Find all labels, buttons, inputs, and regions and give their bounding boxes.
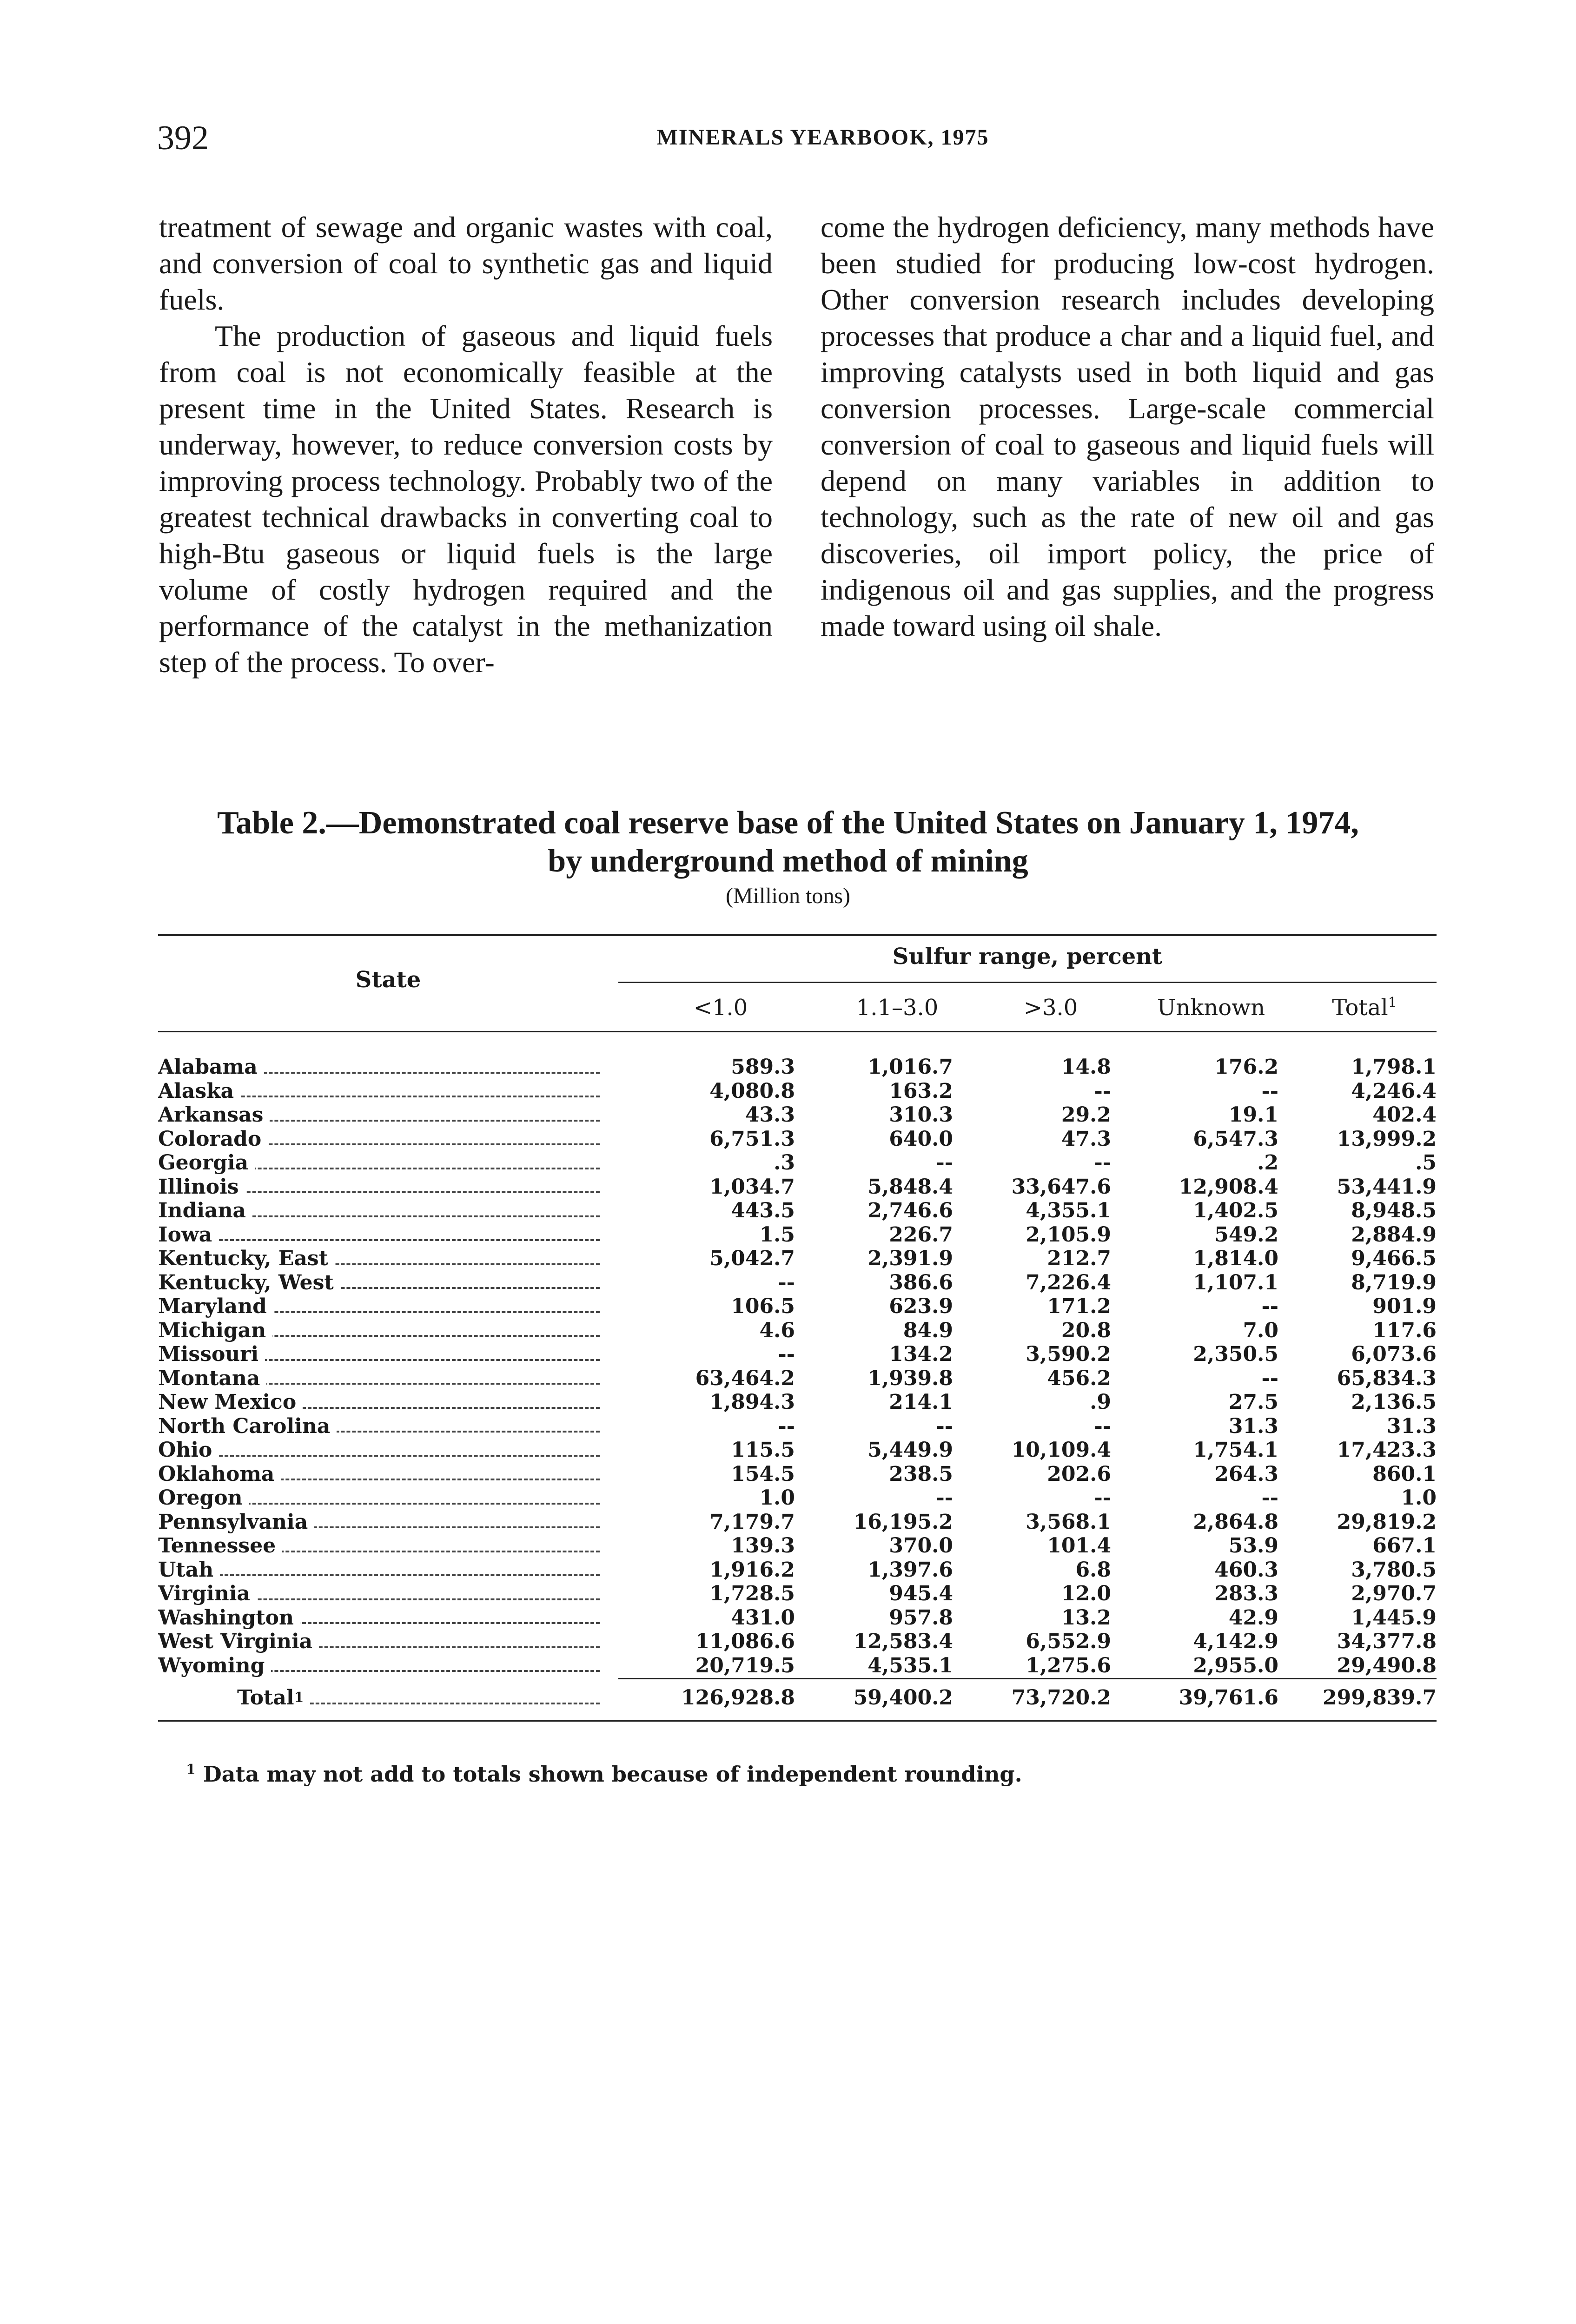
value-cell-c2: 84.9 bbox=[903, 1318, 953, 1342]
value-cell-c1: 4.6 bbox=[759, 1318, 795, 1342]
table-row bbox=[158, 1342, 1437, 1367]
value-cell-c3: 3,590.2 bbox=[1026, 1342, 1111, 1366]
value-cell-c4: 264.3 bbox=[1214, 1462, 1278, 1486]
value-cell-c4: 1,402.5 bbox=[1193, 1199, 1278, 1222]
value-cell-c1: -- bbox=[778, 1270, 795, 1294]
state-name: Indiana bbox=[158, 1199, 252, 1222]
footnote-text: Data may not add to totals shown because of independent rounding. bbox=[203, 1762, 1022, 1787]
value-cell-total: 9,466.5 bbox=[1351, 1247, 1437, 1270]
table-row bbox=[158, 1151, 1437, 1175]
table-body bbox=[158, 1055, 1437, 1710]
value-cell-c3: 47.3 bbox=[1061, 1127, 1111, 1151]
value-cell-c1: 106.5 bbox=[731, 1294, 795, 1318]
value-cell-c1: -- bbox=[778, 1342, 795, 1366]
state-name: Oklahoma bbox=[158, 1462, 281, 1486]
left-paragraph-1: treatment of sewage and organic wastes with coal, and conversion of coal to synthetic gas and liquid fuels. bbox=[159, 211, 773, 316]
value-cell-c4: -- bbox=[1261, 1294, 1278, 1318]
value-cell-total: 3,780.5 bbox=[1351, 1558, 1437, 1582]
value-cell-c4: 2,864.8 bbox=[1193, 1510, 1278, 1534]
state-cell bbox=[158, 1630, 618, 1654]
value-cell-total: 6,073.6 bbox=[1351, 1342, 1437, 1366]
value-cell-c1: 154.5 bbox=[731, 1462, 795, 1486]
value-cell-total: .5 bbox=[1415, 1151, 1437, 1175]
table-row bbox=[158, 1606, 1437, 1630]
state-cell bbox=[158, 1342, 618, 1367]
state-header: State bbox=[355, 967, 421, 993]
value-cell-c1: .3 bbox=[774, 1151, 795, 1175]
value-cell-c2: 2,746.6 bbox=[867, 1199, 953, 1222]
state-name: Illinois bbox=[158, 1175, 245, 1199]
value-cell-c3: 202.6 bbox=[1047, 1462, 1111, 1486]
state-cell bbox=[158, 1438, 618, 1462]
value-cell-c4: -- bbox=[1261, 1366, 1278, 1390]
value-cell-total: 860.1 bbox=[1372, 1462, 1437, 1486]
state-name: Alaska bbox=[158, 1079, 240, 1103]
value-cell-c4: 6,547.3 bbox=[1193, 1127, 1278, 1151]
table-unit: (Million tons) bbox=[725, 884, 850, 908]
value-cell-c2: 5,848.4 bbox=[867, 1175, 953, 1199]
value-cell-c1: 139.3 bbox=[731, 1534, 795, 1558]
left-paragraph-2: The production of gaseous and liquid fuels from coal is not economically feasible at the present time in the United States. Research is underway, however, to reduce conversion costs by improving process technology. Probably two of the greatest technical drawbacks in converting coal to high-Btu gaseous or liquid fuels is the large volume of costly hydrogen required and the performance of the catalyst in the methanization step of the process. To over- bbox=[159, 319, 773, 679]
value-cell-c2: 226.7 bbox=[889, 1222, 953, 1247]
total-cell-c4: 39,761.6 bbox=[1179, 1686, 1278, 1710]
value-cell-c2: 640.0 bbox=[889, 1127, 953, 1151]
value-cell-c1: 1,728.5 bbox=[709, 1582, 795, 1605]
page-number: 392 bbox=[157, 119, 209, 157]
dot-leader bbox=[158, 1574, 600, 1576]
state-cell bbox=[158, 1055, 618, 1079]
value-cell-c2: 370.0 bbox=[889, 1534, 953, 1558]
total-label: Total bbox=[237, 1686, 294, 1710]
table-row bbox=[158, 1486, 1437, 1510]
state-name: Michigan bbox=[158, 1319, 272, 1342]
value-cell-c1: 443.5 bbox=[731, 1199, 795, 1222]
value-cell-total: 53,441.9 bbox=[1337, 1175, 1437, 1199]
value-cell-c3: 6.8 bbox=[1075, 1558, 1111, 1582]
coal-reserve-table bbox=[158, 1055, 1437, 1710]
value-cell-c4: 4,142.9 bbox=[1193, 1630, 1278, 1653]
value-cell-c3: 29.2 bbox=[1061, 1103, 1111, 1127]
state-cell bbox=[158, 1247, 618, 1271]
value-cell-c1: 431.0 bbox=[731, 1605, 795, 1630]
table-row bbox=[158, 1223, 1437, 1247]
state-cell bbox=[158, 1294, 618, 1319]
state-name: Virginia bbox=[158, 1582, 257, 1605]
value-cell-total: 13,999.2 bbox=[1337, 1127, 1437, 1151]
state-name: Alabama bbox=[158, 1055, 264, 1079]
state-cell bbox=[158, 1175, 618, 1199]
state-cell bbox=[158, 1582, 618, 1606]
running-head: MINERALS YEARBOOK, 1975 bbox=[656, 125, 989, 150]
group-header-rule bbox=[618, 982, 1437, 983]
value-cell-c1: 20,719.5 bbox=[695, 1653, 795, 1677]
value-cell-c3: 14.8 bbox=[1061, 1055, 1111, 1079]
value-cell-c4: 7.0 bbox=[1243, 1318, 1278, 1342]
total-cell-c2: 59,400.2 bbox=[853, 1686, 953, 1710]
value-cell-total: 34,377.8 bbox=[1337, 1630, 1437, 1653]
value-cell-c2: 1,016.7 bbox=[867, 1055, 953, 1079]
state-name: Maryland bbox=[158, 1294, 273, 1318]
table-row bbox=[158, 1175, 1437, 1199]
table-row bbox=[158, 1199, 1437, 1223]
value-cell-c2: -- bbox=[936, 1486, 953, 1510]
value-cell-c3: 1,275.6 bbox=[1026, 1653, 1111, 1677]
value-cell-total: 31.3 bbox=[1386, 1414, 1437, 1438]
state-cell bbox=[158, 1367, 618, 1391]
table-row bbox=[158, 1462, 1437, 1486]
value-cell-total: 8,719.9 bbox=[1351, 1270, 1437, 1294]
value-cell-total: 1,445.9 bbox=[1351, 1605, 1437, 1630]
value-cell-total: 17,423.3 bbox=[1337, 1438, 1437, 1462]
value-cell-c1: 1,894.3 bbox=[709, 1390, 795, 1414]
left-column bbox=[159, 209, 773, 680]
value-cell-c2: 163.2 bbox=[889, 1079, 953, 1103]
value-cell-c3: .9 bbox=[1090, 1390, 1111, 1414]
footnote-mark: 1 bbox=[186, 1762, 196, 1778]
state-cell bbox=[158, 1151, 618, 1175]
value-cell-c3: 4,355.1 bbox=[1026, 1199, 1111, 1222]
value-cell-c3: -- bbox=[1094, 1151, 1111, 1175]
value-cell-c1: 7,179.7 bbox=[709, 1510, 795, 1534]
state-name: Kentucky, East bbox=[158, 1247, 335, 1270]
state-name: Ohio bbox=[158, 1438, 219, 1462]
value-cell-c3: 171.2 bbox=[1047, 1294, 1111, 1318]
header-bottom-rule bbox=[158, 1031, 1437, 1032]
state-cell bbox=[158, 1606, 618, 1630]
col-header-1-3: 1.1–3.0 bbox=[856, 995, 939, 1021]
table-row bbox=[158, 1510, 1437, 1534]
value-cell-c1: 115.5 bbox=[731, 1438, 795, 1462]
value-cell-total: 2,884.9 bbox=[1351, 1222, 1437, 1247]
value-cell-c2: 214.1 bbox=[889, 1390, 953, 1414]
state-cell bbox=[158, 1271, 618, 1295]
value-cell-c1: 1.0 bbox=[759, 1486, 795, 1510]
value-cell-c4: 1,107.1 bbox=[1193, 1270, 1278, 1294]
value-cell-c1: 63,464.2 bbox=[695, 1366, 795, 1390]
value-cell-c3: 6,552.9 bbox=[1026, 1630, 1111, 1653]
state-cell bbox=[158, 1103, 618, 1127]
value-cell-c3: 2,105.9 bbox=[1026, 1222, 1111, 1247]
value-cell-c3: 13.2 bbox=[1061, 1605, 1111, 1630]
value-cell-total: 901.9 bbox=[1372, 1294, 1437, 1318]
value-cell-c1: 5,042.7 bbox=[709, 1247, 795, 1270]
total-label-sup: 1 bbox=[294, 1690, 304, 1706]
table-row bbox=[158, 1127, 1437, 1151]
value-cell-c2: 945.4 bbox=[889, 1582, 953, 1605]
sulfur-range-header: Sulfur range, percent bbox=[892, 944, 1163, 970]
value-cell-c4: 1,754.1 bbox=[1193, 1438, 1278, 1462]
value-cell-c4: 460.3 bbox=[1214, 1558, 1278, 1582]
value-cell-total: 1,798.1 bbox=[1351, 1055, 1437, 1079]
value-cell-c3: 33,647.6 bbox=[1011, 1175, 1111, 1199]
state-cell bbox=[158, 1079, 618, 1103]
right-paragraph-1: come the hydrogen deficiency, many methods have been studied for producing low-cost hydrogen. Other conversion research includes developing processes that produce a char and a liquid fuel, and improving catalysts used in both liquid and gas conversion processes. Large-scale commercial conversion of coal to gaseous and liquid fuels will depend on many variables in addition to technology, such as the rate of new oil and gas discoveries, oil import policy, the price of indigenous oil and gas supplies, and the progress made toward using oil shale. bbox=[821, 211, 1434, 642]
value-cell-c1: 6,751.3 bbox=[709, 1127, 795, 1151]
table-title bbox=[139, 804, 1437, 880]
value-cell-c2: 1,397.6 bbox=[867, 1558, 953, 1582]
value-cell-c1: 11,086.6 bbox=[695, 1630, 795, 1653]
total-row bbox=[158, 1677, 1437, 1710]
value-cell-c2: 238.5 bbox=[889, 1462, 953, 1486]
state-cell bbox=[158, 1558, 618, 1582]
value-cell-c1: 589.3 bbox=[731, 1055, 795, 1079]
state-name: Arkansas bbox=[158, 1103, 270, 1127]
state-name: Missouri bbox=[158, 1342, 265, 1366]
value-cell-total: 402.4 bbox=[1372, 1103, 1437, 1127]
value-cell-total: 1.0 bbox=[1401, 1486, 1437, 1510]
state-cell bbox=[158, 1486, 618, 1510]
value-cell-c3: 7,226.4 bbox=[1026, 1270, 1111, 1294]
state-name: Kentucky, West bbox=[158, 1271, 340, 1294]
col-header-total-label: Total bbox=[1332, 995, 1388, 1021]
table-row bbox=[158, 1390, 1437, 1414]
state-name: North Carolina bbox=[158, 1414, 337, 1438]
value-cell-c4: 2,955.0 bbox=[1193, 1653, 1278, 1677]
total-cell-c3: 73,720.2 bbox=[1011, 1686, 1111, 1710]
value-cell-total: 65,834.3 bbox=[1337, 1366, 1437, 1390]
value-cell-c2: 16,195.2 bbox=[853, 1510, 953, 1534]
state-cell bbox=[158, 1414, 618, 1439]
state-name: Colorado bbox=[158, 1127, 268, 1151]
value-cell-c1: 4,080.8 bbox=[709, 1079, 795, 1103]
table-bottom-rule bbox=[158, 1720, 1437, 1722]
state-name: Utah bbox=[158, 1558, 220, 1582]
total-cell-total: 299,839.7 bbox=[1323, 1686, 1437, 1710]
value-cell-total: 4,246.4 bbox=[1351, 1079, 1437, 1103]
table-row bbox=[158, 1367, 1437, 1391]
state-cell bbox=[158, 1510, 618, 1534]
value-cell-c4: 31.3 bbox=[1228, 1414, 1278, 1438]
table-row bbox=[158, 1319, 1437, 1343]
table-row bbox=[158, 1654, 1437, 1678]
value-cell-total: 117.6 bbox=[1372, 1318, 1437, 1342]
table-row bbox=[158, 1247, 1437, 1271]
value-cell-c2: 12,583.4 bbox=[853, 1630, 953, 1653]
value-cell-c4: 2,350.5 bbox=[1193, 1342, 1278, 1366]
value-cell-c4: 283.3 bbox=[1214, 1582, 1278, 1605]
state-cell bbox=[158, 1390, 618, 1414]
value-cell-c2: 1,939.8 bbox=[867, 1366, 953, 1390]
value-cell-c4: .2 bbox=[1257, 1151, 1278, 1175]
state-name: West Virginia bbox=[158, 1630, 319, 1653]
table-row bbox=[158, 1582, 1437, 1606]
table-top-rule bbox=[158, 934, 1437, 936]
state-cell bbox=[158, 1127, 618, 1151]
state-cell bbox=[158, 1199, 618, 1223]
total-label-cell bbox=[158, 1677, 618, 1710]
state-cell bbox=[158, 1462, 618, 1486]
value-cell-c4: 176.2 bbox=[1214, 1055, 1278, 1079]
value-cell-total: 2,136.5 bbox=[1351, 1390, 1437, 1414]
state-cell bbox=[158, 1223, 618, 1247]
state-cell bbox=[158, 1534, 618, 1558]
value-cell-c4: 42.9 bbox=[1228, 1605, 1278, 1630]
total-label-wrap bbox=[237, 1686, 310, 1710]
state-name: Oregon bbox=[158, 1486, 249, 1510]
table-row bbox=[158, 1103, 1437, 1127]
value-cell-c3: -- bbox=[1094, 1486, 1111, 1510]
table-row bbox=[158, 1438, 1437, 1462]
table-row bbox=[158, 1534, 1437, 1558]
table-row bbox=[158, 1294, 1437, 1319]
value-cell-c2: 4,535.1 bbox=[867, 1653, 953, 1677]
state-name: Montana bbox=[158, 1367, 266, 1390]
table-row bbox=[158, 1271, 1437, 1295]
value-cell-c2: -- bbox=[936, 1151, 953, 1175]
table-title-line-1: Table 2.—Demonstrated coal reserve base of the United States on January 1, 1974, bbox=[217, 805, 1359, 841]
value-cell-total: 2,970.7 bbox=[1351, 1582, 1437, 1605]
table-row bbox=[158, 1414, 1437, 1439]
value-cell-c2: 623.9 bbox=[889, 1294, 953, 1318]
value-cell-c4: 1,814.0 bbox=[1193, 1247, 1278, 1270]
value-cell-c1: -- bbox=[778, 1414, 795, 1438]
state-name: Pennsylvania bbox=[158, 1510, 314, 1534]
value-cell-c3: -- bbox=[1094, 1414, 1111, 1438]
value-cell-total: 667.1 bbox=[1372, 1534, 1437, 1558]
value-cell-total: 29,819.2 bbox=[1337, 1510, 1437, 1534]
col-header-total-sup: 1 bbox=[1388, 995, 1397, 1011]
col-header-unknown: Unknown bbox=[1157, 995, 1265, 1021]
value-cell-c2: 957.8 bbox=[889, 1605, 953, 1630]
state-name: Wyoming bbox=[158, 1654, 271, 1677]
value-cell-c3: 3,568.1 bbox=[1026, 1510, 1111, 1534]
table-row bbox=[158, 1630, 1437, 1654]
state-name: Iowa bbox=[158, 1223, 219, 1247]
value-cell-c1: 1.5 bbox=[759, 1222, 795, 1247]
value-cell-c3: 10,109.4 bbox=[1011, 1438, 1111, 1462]
table-title-line-2: by underground method of mining bbox=[548, 843, 1028, 879]
value-cell-c3: -- bbox=[1094, 1079, 1111, 1103]
value-cell-c4: 53.9 bbox=[1228, 1534, 1278, 1558]
value-cell-c2: -- bbox=[936, 1414, 953, 1438]
value-cell-c1: 1,034.7 bbox=[709, 1175, 795, 1199]
value-cell-c3: 12.0 bbox=[1061, 1582, 1111, 1605]
value-cell-total: 8,948.5 bbox=[1351, 1199, 1437, 1222]
value-cell-total: 29,490.8 bbox=[1337, 1653, 1437, 1677]
state-name: Tennessee bbox=[158, 1534, 282, 1558]
value-cell-c2: 2,391.9 bbox=[867, 1247, 953, 1270]
table-row bbox=[158, 1055, 1437, 1079]
state-cell bbox=[158, 1654, 618, 1678]
value-cell-c2: 310.3 bbox=[889, 1103, 953, 1127]
total-cell-c1: 126,928.8 bbox=[681, 1686, 795, 1710]
table-row bbox=[158, 1558, 1437, 1582]
col-header-lt1: <1.0 bbox=[693, 995, 748, 1021]
value-cell-c4: 549.2 bbox=[1214, 1222, 1278, 1247]
col-header-gt3: >3.0 bbox=[1023, 995, 1078, 1021]
value-cell-c1: 43.3 bbox=[745, 1103, 795, 1127]
state-name: Georgia bbox=[158, 1151, 255, 1175]
state-cell bbox=[158, 1319, 618, 1343]
right-column bbox=[821, 209, 1434, 644]
value-cell-c2: 134.2 bbox=[889, 1342, 953, 1366]
state-name: New Mexico bbox=[158, 1390, 303, 1414]
value-cell-c1: 1,916.2 bbox=[709, 1558, 795, 1582]
table-footnote bbox=[186, 1762, 1022, 1787]
table-row bbox=[158, 1079, 1437, 1103]
value-cell-c4: 12,908.4 bbox=[1179, 1175, 1278, 1199]
value-cell-c4: -- bbox=[1261, 1486, 1278, 1510]
dot-leader bbox=[158, 1455, 600, 1457]
col-header-total bbox=[1292, 995, 1437, 1021]
total-top-rule bbox=[618, 1678, 1437, 1679]
value-cell-c3: 101.4 bbox=[1047, 1534, 1111, 1558]
value-cell-c2: 386.6 bbox=[889, 1270, 953, 1294]
value-cell-c2: 5,449.9 bbox=[867, 1438, 953, 1462]
value-cell-c4: 27.5 bbox=[1228, 1390, 1278, 1414]
value-cell-c3: 212.7 bbox=[1047, 1247, 1111, 1270]
dot-leader bbox=[158, 1239, 600, 1241]
state-name: Washington bbox=[158, 1606, 300, 1630]
value-cell-c3: 20.8 bbox=[1061, 1318, 1111, 1342]
value-cell-c4: -- bbox=[1261, 1079, 1278, 1103]
value-cell-c4: 19.1 bbox=[1228, 1103, 1278, 1127]
value-cell-c3: 456.2 bbox=[1047, 1366, 1111, 1390]
